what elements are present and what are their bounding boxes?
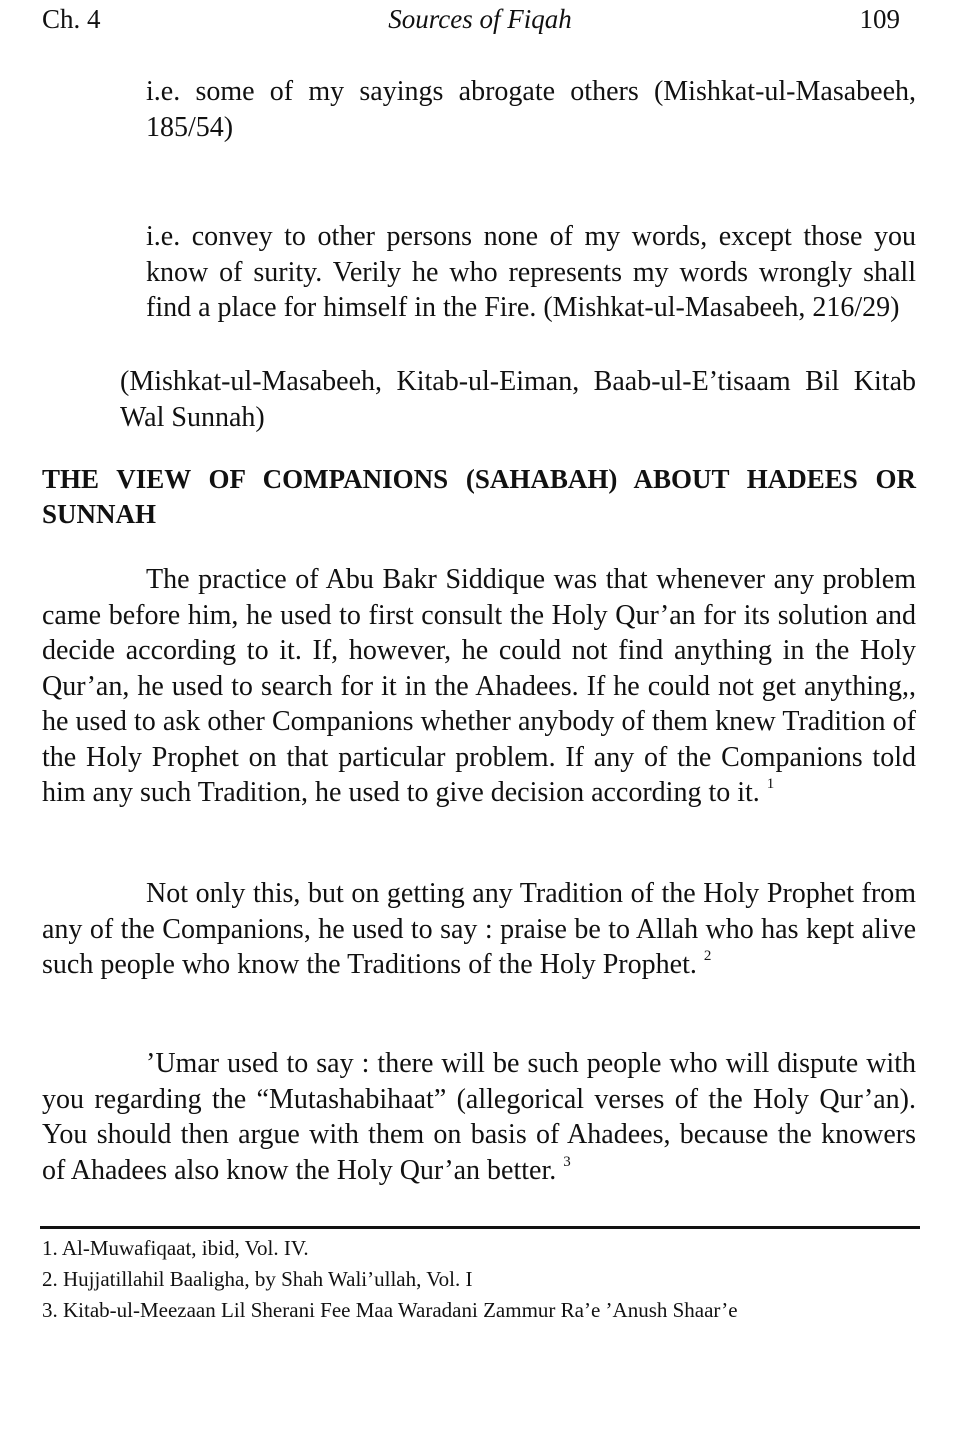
paragraph-text: Not only this, but on getting any Tradition of the Holy Prophet from any of the Companions, he used to say : praise be to Allah who has kept alive such people who know the Traditions of the Holy Prophet. [42, 878, 916, 980]
quote-text: i.e. some of my sayings abrogate others (Mishkat-ul-Masabeeh, 185/54) [146, 76, 916, 143]
footnote-2: 2. Hujjatillahil Baaligha, by Shah Wali’ullah, Vol. I [42, 1267, 473, 1291]
footnote-1: 1. Al-Muwafiqaat, ibid, Vol. IV. [42, 1236, 309, 1260]
paragraph-text: The practice of Abu Bakr Siddique was that whenever any problem came before him, he used to first consult the Holy Qur’an for its solution and decide according to it. If, however, he could not find anything in the Holy Qur’an, he used to search for it in the Ahadees. If he could not get anything,, he used to ask other Companions whether anybody of them knew Tradition of the Holy Prophet on that particular problem. If any of the Companions told him any such Tradition, he used to give decision according to it. [42, 564, 916, 808]
running-title: Sources of Fiqah [388, 4, 572, 34]
page-number: 109 [859, 4, 900, 34]
quote-translation-2 [146, 219, 916, 326]
paragraph-text: ’Umar used to say : there will be such people who will dispute with you regarding the “Mutashabihaat” (allegorical verses of the Holy Qur’an). You should then argue with them on basis of Ahadees, because the knowers of Ahadees also know the Holy Qur’an better. [42, 1048, 916, 1186]
paragraph-body [42, 876, 916, 983]
body-paragraph-2 [42, 876, 916, 983]
body-paragraph-1 [42, 562, 916, 811]
reference-text: (Mishkat-ul-Masabeeh, Kitab-ul-Eiman, Baab-ul-E’tisaam Bil Kitab Wal Sunnah) [120, 366, 916, 433]
body-paragraph-3 [42, 1046, 916, 1188]
footnotes [42, 1233, 918, 1326]
footnote-3: 3. Kitab-ul-Meezaan Lil Sherani Fee Maa Waradani Zammur Ra’e ’Anush Shaar’e [42, 1298, 738, 1322]
source-reference [120, 364, 916, 435]
quote-translation-1 [146, 74, 916, 145]
footnote-marker: 1 [766, 776, 775, 792]
quote-text: i.e. convey to other persons none of my words, except those you know of surity. Verily he who represents my words wrongly shall find a place for himself in the Fire. (Mishkat-ul-Masabeeh, 216/29) [146, 221, 916, 323]
footnote-divider [40, 1226, 920, 1229]
paragraph-body [42, 1046, 916, 1188]
running-header [42, 4, 918, 40]
footnote-marker: 3 [563, 1153, 571, 1170]
footnote-marker: 2 [703, 948, 712, 964]
chapter-label: Ch. 4 [42, 4, 101, 34]
paragraph-body [42, 562, 916, 811]
section-heading: THE VIEW OF COMPANIONS (SAHABAH) ABOUT HADEES OR SUNNAH [42, 464, 916, 529]
